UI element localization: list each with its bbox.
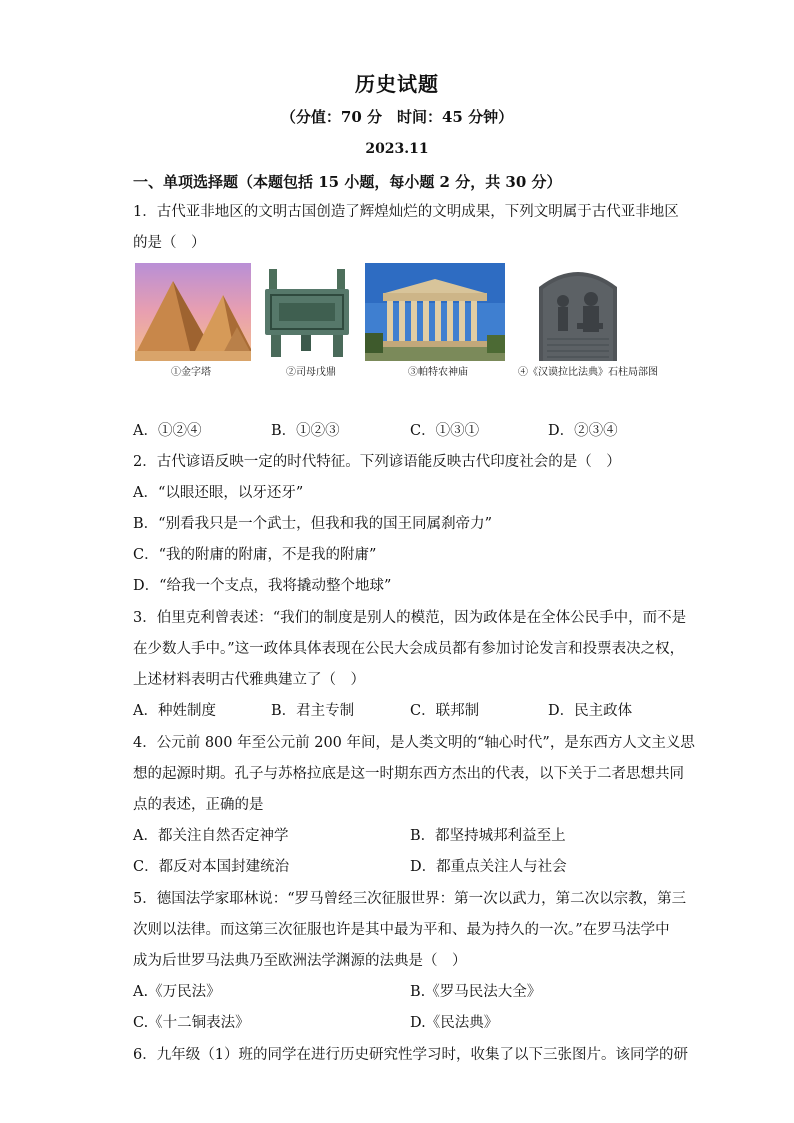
q5-stem-line3: 成为后世罗马法典乃至欧洲法学渊源的法典是（ ） (133, 953, 467, 969)
q3-stem-line3: 上述材料表明古代雅典建立了（ ） (133, 672, 365, 688)
q3-option-d: D．民主政体 (548, 703, 633, 719)
parthenon-image (365, 263, 505, 361)
hammurabi-stele-image (533, 263, 623, 361)
q4-stem-line1: 4．公元前 800 年至公元前 200 年间，是人类文明的“轴心时代”，是东西方人文主义思 (133, 735, 695, 751)
q1-option-b: B．①②③ (271, 423, 340, 439)
q1-stem-line1: 1．古代亚非地区的文明古国创造了辉煌灿烂的文明成果，下列文明属于古代亚非地区 (133, 204, 679, 220)
q5-option-b: B.《罗马民法大全》 (410, 984, 542, 1000)
bronze-ding-image (259, 263, 355, 361)
q5-option-d: D.《民法典》 (410, 1015, 499, 1031)
q5-stem-line2: 次则以法律。而这第三次征服也许是其中最为平和、最为持久的一次。”在罗马法学中 (133, 922, 670, 938)
score-time-info: （分值：70 分 时间：45 分钟） (280, 108, 514, 126)
q1-caption-2: ②司母戊鼎 (286, 367, 336, 378)
q2-option-b: B．“别看我只是一个武士，但我和我的国王同属刹帝力” (133, 516, 492, 532)
q3-stem-line2: 在少数人手中。”这一政体具体表现在公民大会成员都有参加讨论发言和投票表决之权， (133, 641, 685, 657)
q4-option-d: D．都重点关注人与社会 (410, 859, 567, 875)
q3-stem-line1: 3．伯里克利曾表述：“我们的制度是别人的模范，因为政体是在全体公民手中，而不是 (133, 610, 687, 626)
q1-option-c: C．①③① (410, 423, 480, 439)
q4-option-b: B．都坚持城邦利益至上 (410, 828, 566, 844)
q4-stem-line2: 想的起源时期。孔子与苏格拉底是这一时期东西方杰出的代表，以下关于二者思想共同 (133, 766, 684, 782)
q4-stem-line3: 点的表述，正确的是 (133, 797, 264, 813)
q3-option-b: B．君主专制 (271, 703, 355, 719)
q1-caption-4: ④《汉谟拉比法典》石柱局部图 (518, 367, 658, 378)
q3-option-a: A．种姓制度 (133, 703, 216, 719)
q5-option-a: A.《万民法》 (133, 984, 221, 1000)
exam-date: 2023.11 (365, 141, 429, 157)
q2-option-d: D．“给我一个支点，我将撬动整个地球” (133, 578, 392, 594)
q1-caption-1: ①金字塔 (171, 367, 211, 378)
q4-option-a: A．都关注自然否定神学 (133, 828, 289, 844)
q3-option-c: C．联邦制 (410, 703, 480, 719)
q1-stem-line2: 的是（ ） (133, 235, 206, 251)
q4-option-c: C．都反对本国封建统治 (133, 859, 290, 875)
q1-option-d: D．②③④ (548, 423, 618, 439)
q5-stem-line1: 5．德国法学家耶林说：“罗马曾经三次征服世界：第一次以武力，第二次以宗教，第三 (133, 891, 687, 907)
q1-option-a: A．①②④ (133, 423, 202, 439)
q1-caption-3: ③帕特农神庙 (408, 367, 468, 378)
q5-option-c: C.《十二铜表法》 (133, 1015, 250, 1031)
section-heading: 一、单项选择题（本题包括 15 小题，每小题 2 分，共 30 分） (133, 173, 562, 191)
q6-stem-line1: 6．九年级（1）班的同学在进行历史研究性学习时，收集了以下三张图片。该同学的研 (133, 1047, 688, 1063)
pyramid-image (135, 263, 251, 361)
page-title: 历史试题 (355, 72, 439, 96)
q2-option-a: A．“以眼还眼，以牙还牙” (133, 485, 304, 501)
q2-stem: 2．古代谚语反映一定的时代特征。下列谚语能反映古代印度社会的是（ ） (133, 454, 621, 470)
q2-option-c: C．“我的附庸的附庸，不是我的附庸” (133, 547, 377, 563)
